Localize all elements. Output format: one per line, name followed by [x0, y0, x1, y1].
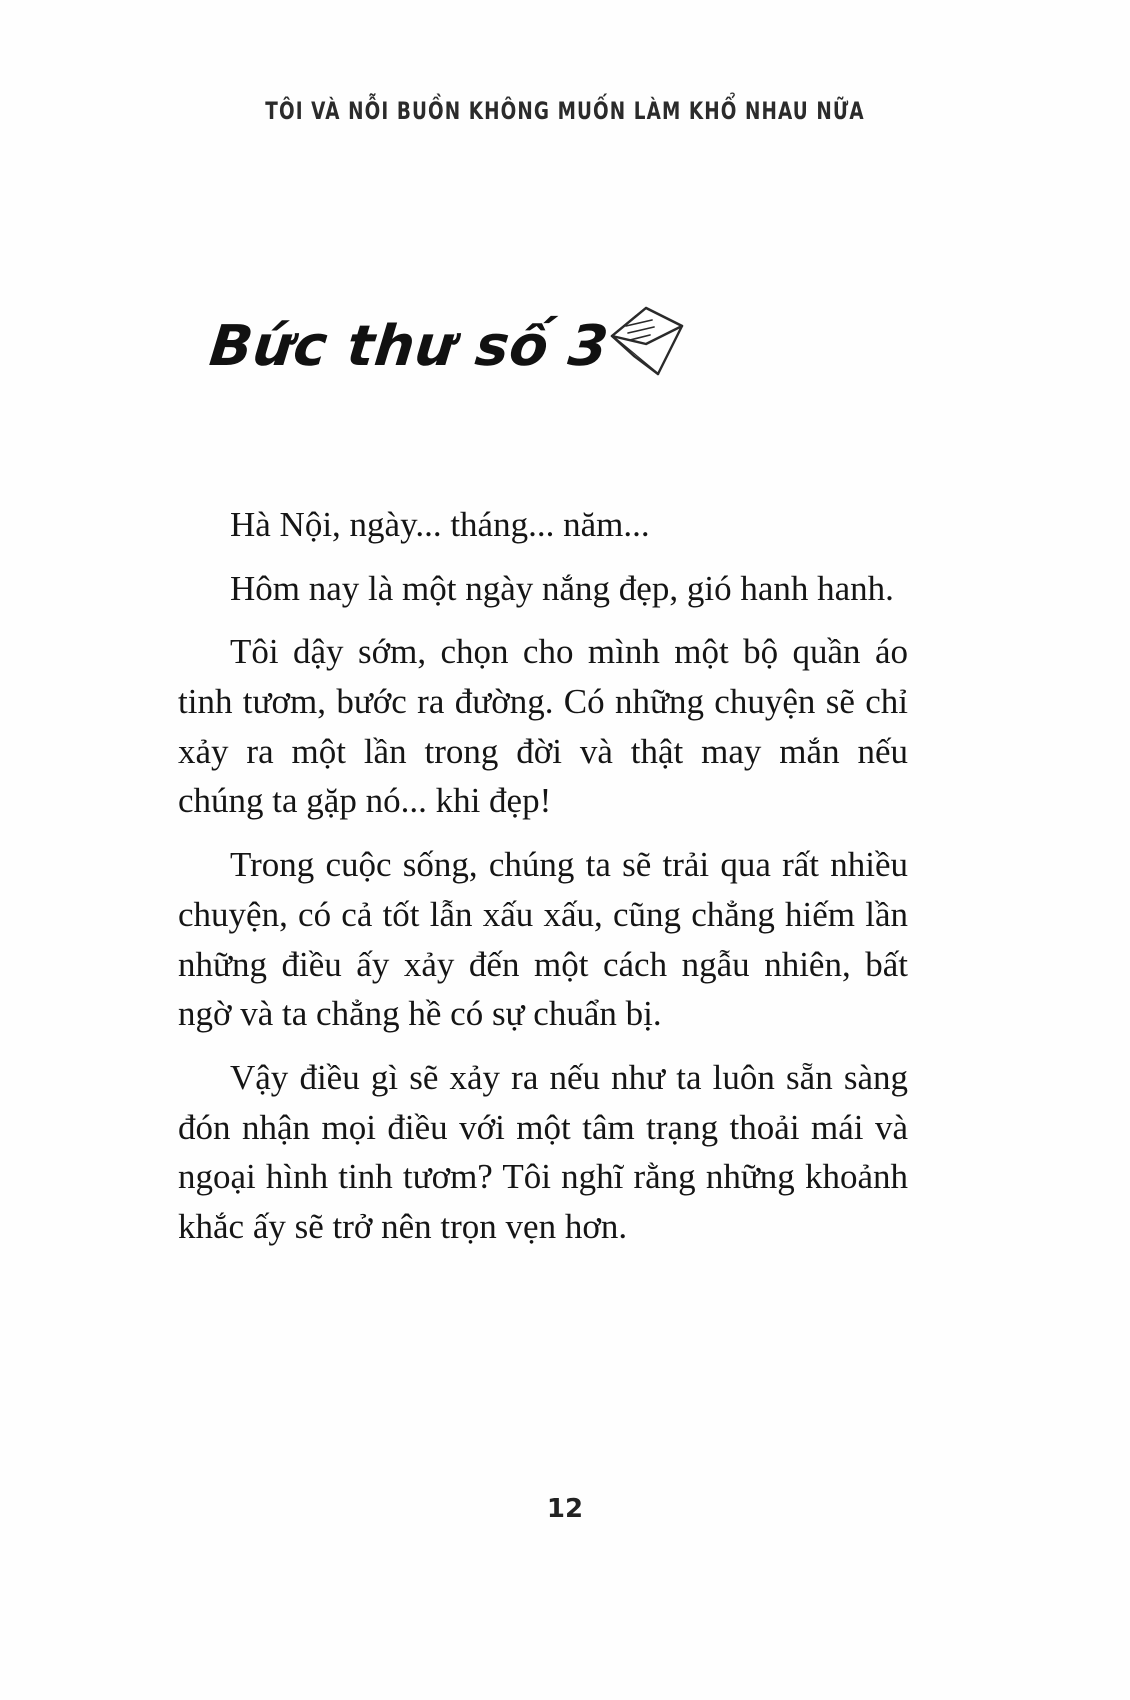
paragraph-4: Vậy điều gì sẽ xảy ra nếu như ta luôn sẵn sàng đón nhận mọi điều với một tâm trạng thoải mái và ngoại hình tinh tươm? Tôi nghĩ rằng những khoảnh khắc ấy sẽ trở nên trọn vẹn hơn.: [178, 1057, 908, 1246]
paragraph-1: Hôm nay là một ngày nắng đẹp, gió hanh hanh.: [230, 568, 894, 608]
paragraph-dateline: Hà Nội, ngày... tháng... năm...: [230, 505, 650, 544]
chapter-heading: [206, 300, 970, 410]
page-number: 12: [546, 1494, 584, 1524]
paragraph-2: Tôi dậy sớm, chọn cho mình một bộ quần áo tinh tươm, bước ra đường. Có những chuyện sẽ chỉ xảy ra một lần trong đời và thật may mắn nếu chúng ta gặp nó... khi đẹp!: [178, 632, 908, 821]
envelope-icon: [600, 300, 692, 386]
paragraph-3: Trong cuộc sống, chúng ta sẽ trải qua rất nhiều chuyện, có cả tốt lẫn xấu xấu, cũng chẳng hiếm lần những điều ấy xảy đến một cách ngẫu nhiên, bất ngờ và ta chẳng hề có sự chuẩn bị.: [178, 845, 908, 1034]
chapter-title: Bức thư số 3: [206, 314, 612, 379]
body-text: [178, 500, 908, 1252]
running-head: TÔI VÀ NỖI BUỒN KHÔNG MUỐN LÀM KHỔ NHAU NỮA: [265, 96, 865, 126]
